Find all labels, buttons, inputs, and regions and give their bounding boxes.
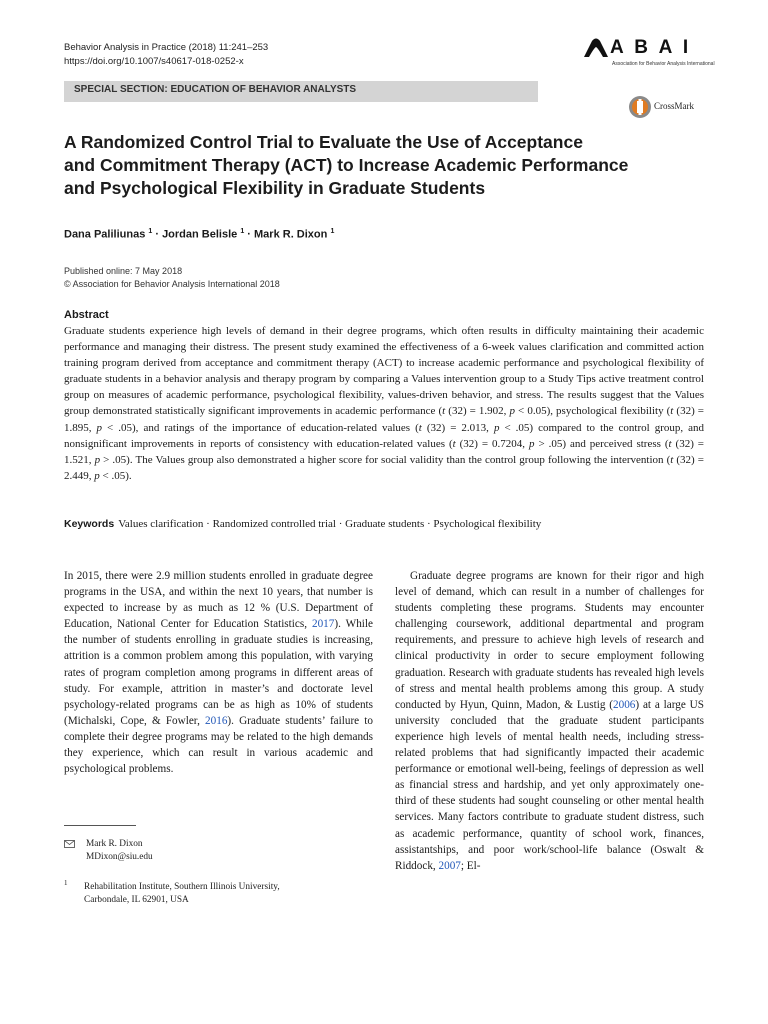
keywords	[64, 518, 541, 530]
abstract-segment: < 0.05), psychological flexibility (	[515, 405, 671, 418]
article-title	[64, 131, 664, 200]
article-title-line: and Psychological Flexibility in Graduate Students	[64, 178, 486, 198]
abstract-heading: Abstract	[64, 309, 109, 321]
affiliation-line: Carbondale, IL 62901, USA	[84, 894, 189, 905]
footnote-divider	[64, 825, 136, 826]
abstract-segment: (32) = 2.449,	[64, 453, 704, 482]
journal-citation: Behavior Analysis in Practice (2018) 11:241–253	[64, 42, 269, 53]
citation-link[interactable]: 2016	[205, 714, 228, 727]
stat-symbol: p	[94, 469, 100, 482]
stat-symbol: t	[418, 421, 422, 434]
abai-logo	[583, 37, 715, 73]
author-name[interactable]: Dana Paliliunas	[64, 228, 146, 241]
author-separator: ·	[244, 228, 255, 241]
doi-link[interactable]: https://doi.org/10.1007/s40617-018-0252-x	[64, 56, 244, 67]
abstract-segment: < .05) compared to the control group, and nonsignificant improvements in reports of consistency with education-related values (	[64, 421, 705, 450]
abstract-text	[64, 323, 704, 484]
crossmark-badge[interactable]	[628, 95, 704, 121]
body-text: ) at a large US university concluded that the graduate student participants experience high levels of mental health needs, including stress-related problems that had significantly impacted their academic performance or emotional well-being, feelings of depression as well as financial stress and hardship, and yet only approximately one-third of these students had sought counseling or other mental health services. Many factors contribute to graduate student distress, such as academic performance, quantity of school work, finances, assistantships, and poor work/school-life balance (Oswalt & Riddock,	[395, 698, 704, 872]
abai-logo-icon	[583, 37, 609, 59]
stat-symbol: p	[509, 405, 515, 418]
body-text: In 2015, there were 2.9 million students enrolled in graduate degree programs in the USA, and within the next 10 years, that number is expected to increase by as much as 12 % (U.S. Department of Education, National Center for Education Statistics,	[64, 570, 373, 631]
abstract-segment: < .05), and ratings of the importance of education-related values (	[102, 421, 419, 434]
affiliation-marker: 1	[64, 879, 68, 887]
affiliation	[84, 881, 280, 906]
author-affiliation-marker: 1	[240, 228, 245, 235]
abai-logo-text: A B A I	[610, 37, 692, 58]
mail-icon	[64, 840, 75, 848]
author-list	[64, 228, 334, 241]
author-name[interactable]: Jordan Belisle	[162, 228, 238, 241]
citation-link[interactable]: 2006	[613, 698, 636, 711]
abstract-segment: Graduate students experience high levels of demand in their degree programs, which often results in difficulty maintaining their academic performance and managing their distress. The present study examined the effectiveness of a 6-week values clarification and committed action training program derived from acceptance and commitment therapy (ACT) to increase academic performance and psychological flexibility of graduate students in a behavior analysis and therapy program by comparing a Values intervention group to a Study Tips active treatment control group on measures of academic performance, psychological flexibility, values-driven behavior, and stress. The results suggest that the Values group demonstrated statistically significant improvements in academic performance (	[64, 325, 704, 418]
crossmark-icon	[628, 95, 652, 119]
stat-symbol: t	[670, 453, 674, 466]
stat-symbol: t	[668, 437, 672, 450]
copyright-notice: © Association for Behavior Analysis International 2018	[64, 279, 280, 289]
citation-link[interactable]: 2017	[311, 618, 335, 631]
abstract-segment: < .05).	[99, 469, 132, 482]
stat-symbol: p	[96, 421, 103, 434]
corresponding-author	[86, 838, 153, 863]
publication-info	[64, 265, 280, 291]
keywords-label: Keywords	[64, 518, 115, 530]
abstract-segment: (32) = 1.521,	[64, 437, 705, 466]
stat-symbol: t	[452, 437, 456, 450]
abai-logo-subtitle: Association for Behavior Analysis International	[612, 61, 715, 67]
body-column-left	[64, 568, 373, 777]
affiliation-line: Rehabilitation Institute, Southern Illinois University,	[84, 882, 280, 892]
body-text: Graduate degree programs are known for their rigor and high level of demand, which can result in a number of challenges for students completing these programs. Students may encounter challenging coursework, additional departmental and program requirements, and pressure to achieve high levels of research and clinical productivity in order to secure employment following graduation. Research with graduate students has revealed high levels of stress and mental health problems among this group. A study conducted by Hyun, Quinn, Madon, & Lustig (	[395, 570, 704, 711]
abstract-segment: > .05) and perceived stress (	[534, 437, 669, 450]
body-text: ). Graduate students’ failure to complete their degree programs may be related to the high demands they experience, which can result in various academic and psychological problems.	[64, 714, 373, 776]
abstract-segment: (32) = 1.902,	[445, 405, 510, 418]
section-banner: SPECIAL SECTION: EDUCATION OF BEHAVIOR ANALYSTS	[64, 81, 538, 102]
article-title-line: and Commitment Therapy (ACT) to Increase Academic Performance	[64, 155, 629, 175]
abstract-segment: (32) = 1.895,	[64, 405, 705, 434]
crossmark-label: CrossMark	[654, 101, 694, 111]
author-affiliation-marker: 1	[148, 228, 153, 235]
citation-link[interactable]: 2007	[438, 859, 461, 872]
stat-symbol: p	[493, 421, 500, 434]
published-date: Published online: 7 May 2018	[64, 266, 183, 276]
stat-symbol: t	[442, 405, 446, 418]
author-name[interactable]: Mark R. Dixon	[254, 228, 328, 241]
contact-name: Mark R. Dixon	[86, 839, 143, 849]
author-separator: ·	[152, 228, 163, 241]
author-affiliation-marker: 1	[330, 228, 335, 235]
keywords-list: Values clarification · Randomized controlled trial · Graduate students · Psychological flexibility	[118, 518, 542, 530]
stat-symbol: t	[670, 405, 674, 418]
article-title-line: A Randomized Control Trial to Evaluate the Use of Acceptance	[64, 132, 583, 152]
stat-symbol: p	[94, 453, 101, 466]
body-text: ). While the number of students enrolling in graduate studies is increasing, attrition is a common problem among this population, with varying rates of program completion among programs in different areas of study. For example, attrition in master’s and doctorate level psychology-related programs can be as high as 10% of students (Michalski, Cope, & Fowler,	[64, 618, 373, 727]
abstract-segment: > .05). The Values group also demonstrated a higher score for social validity than the control group following the intervention (	[100, 453, 671, 466]
body-text: ; El-	[460, 859, 481, 872]
stat-symbol: p	[529, 437, 535, 450]
contact-email[interactable]: MDixon@siu.edu	[86, 851, 153, 862]
abstract-segment: (32) = 2.013,	[421, 421, 494, 434]
abstract-segment: (32) = 0.7204,	[455, 437, 529, 450]
body-column-right	[395, 568, 704, 874]
